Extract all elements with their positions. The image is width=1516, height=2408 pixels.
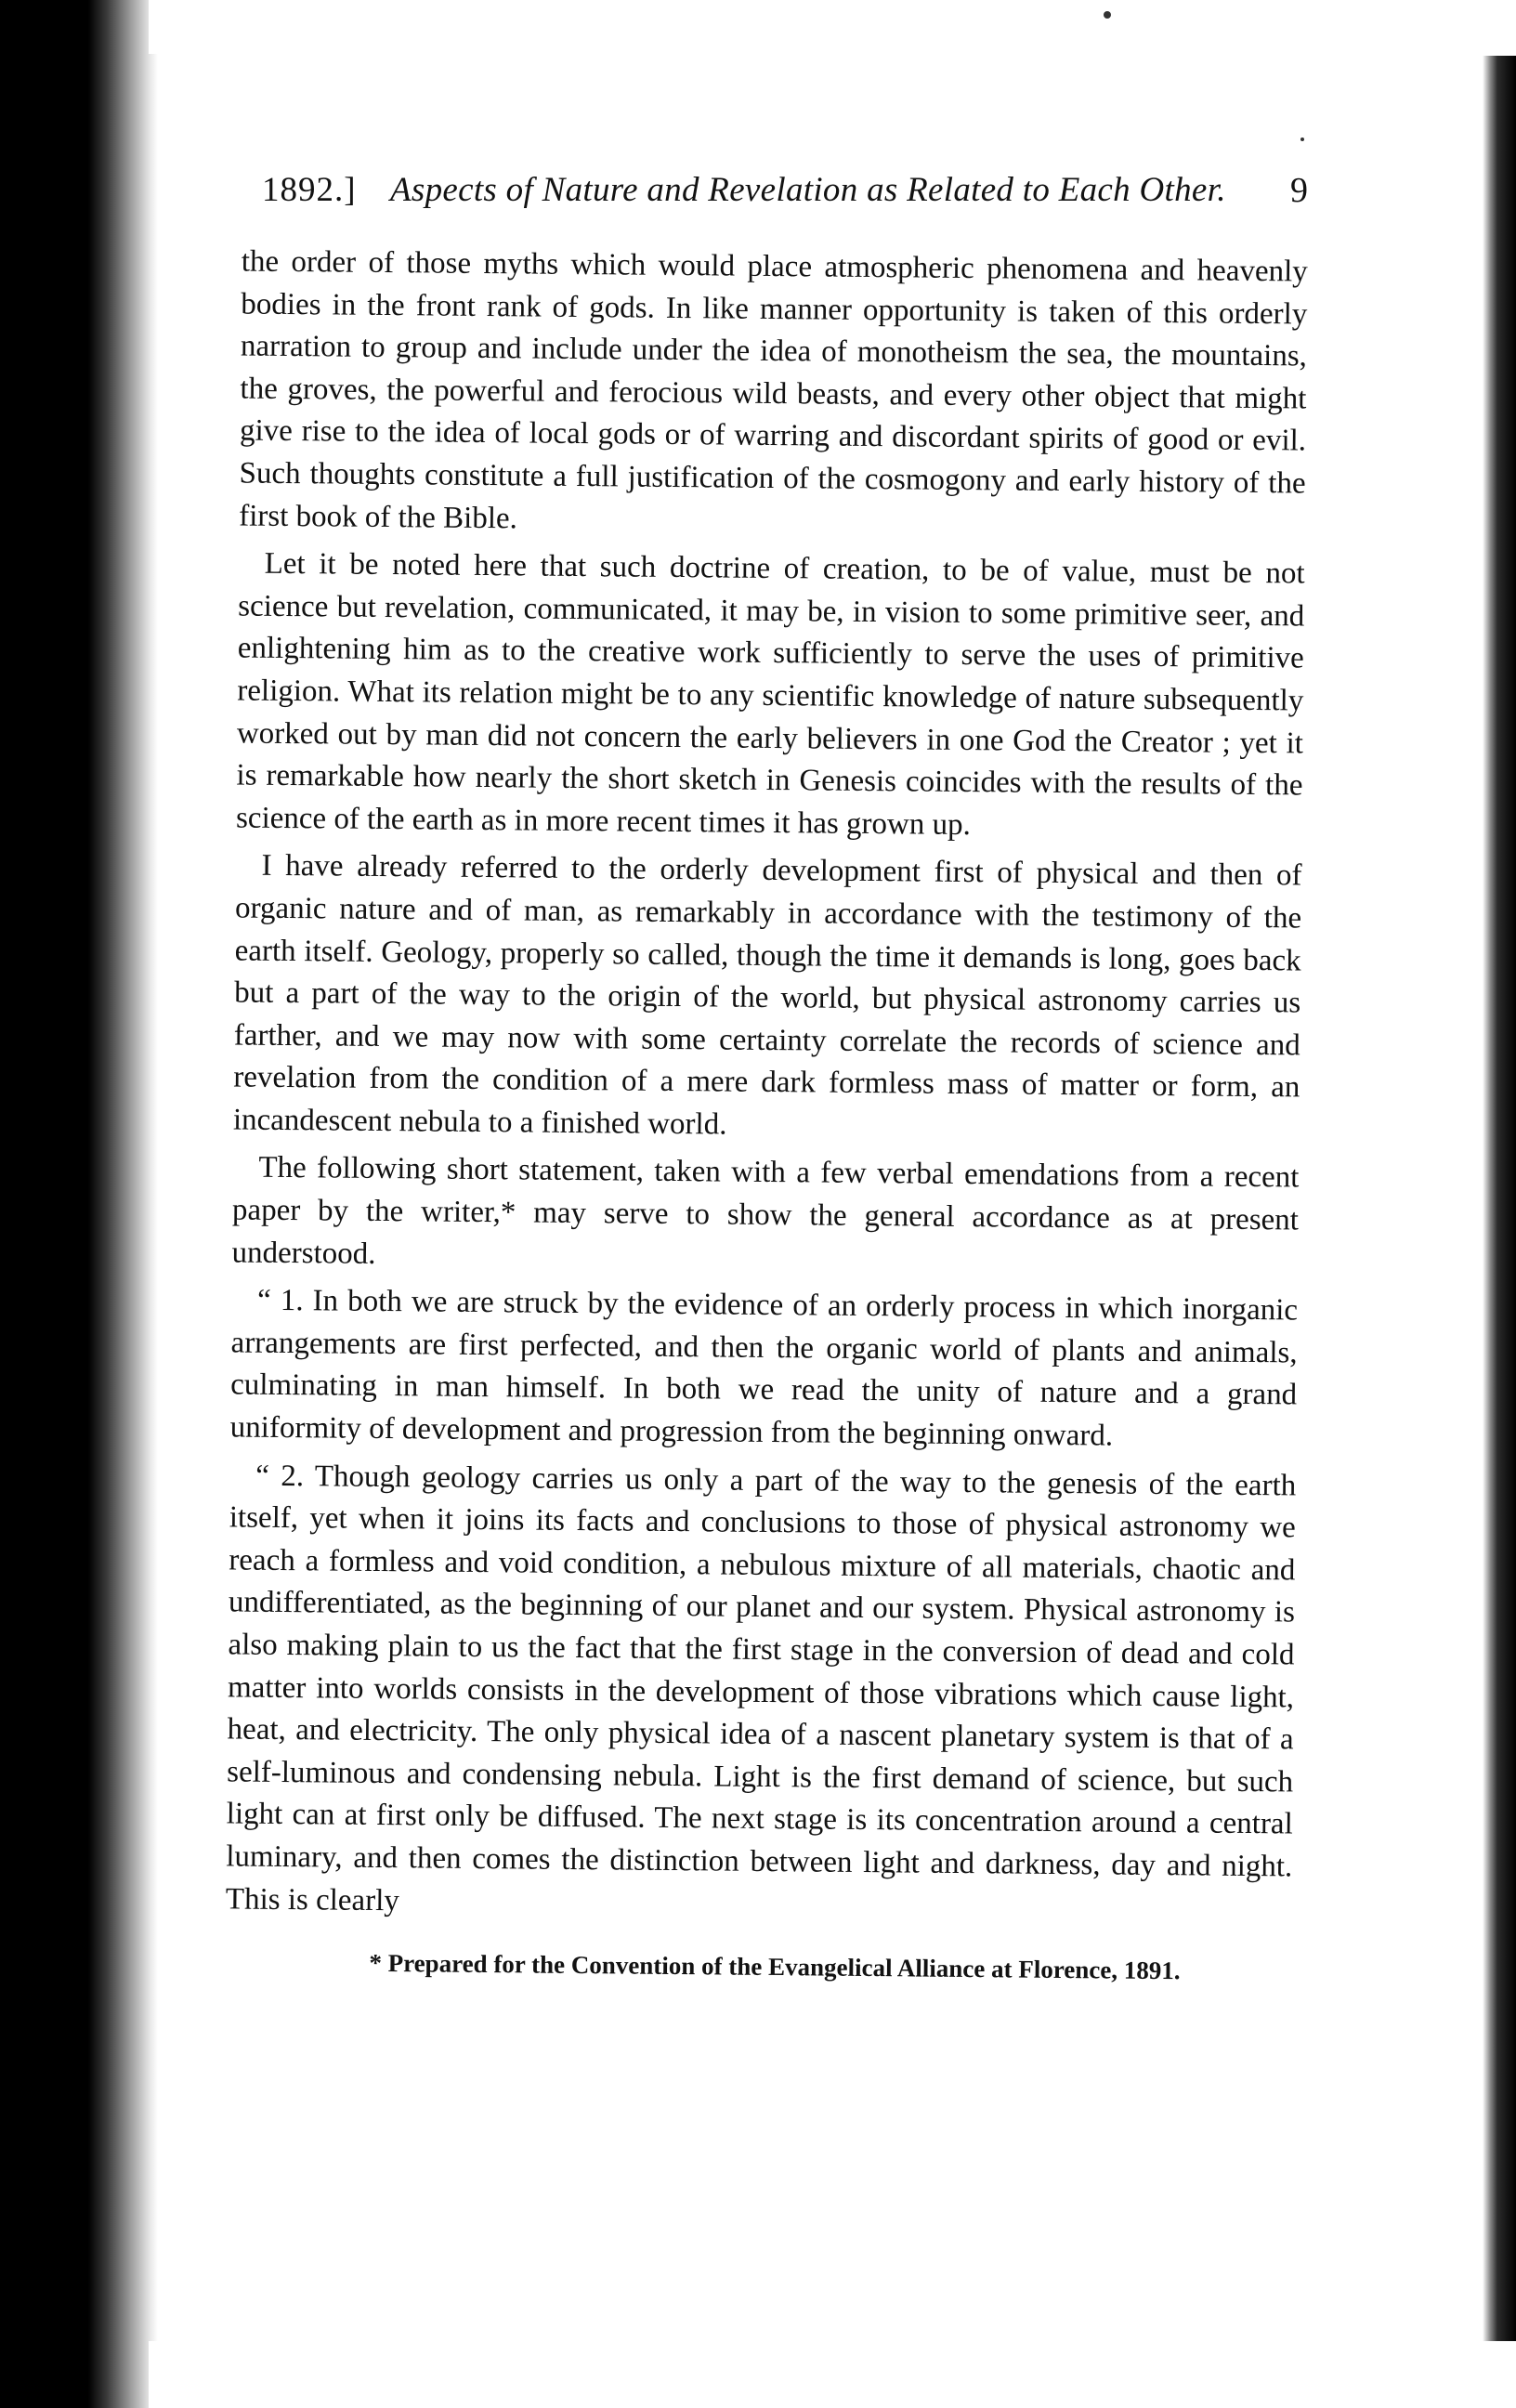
paragraph: I have already referred to the orderly development first of physical and then of organic nature and of man, as remarkably in accordance with the testimony of the earth itself. Geology, properly so called, though the time it demands is long, goes back but a part of the way to the origin of the world, but physical astronomy carries us farther, and we may now with some certainty correlate the records of science and revelation from the condition of a mere dark formless mass of matter or form, an incandescent nebula to a finished world.	[232, 849, 1302, 1142]
paragraph: “ 1. In both we are struck by the evidence of an orderly process in which inorganic arrangements are first perfected, and then the organic world of plants and animals, culminating in man himself. In both we read the unity of nature and a grand uniformity of development and progression from the beginning onward.	[229, 1283, 1299, 1453]
page-content	[225, 163, 1308, 1985]
scan-speck	[1300, 137, 1304, 141]
page-number: 9	[1290, 171, 1308, 210]
footnote: * Prepared for the Convention of the Evangelical Alliance at Florence, 1891.	[369, 1948, 1181, 1985]
running-header	[242, 163, 1308, 218]
header-year: 1892.]	[262, 171, 357, 209]
paragraph: the order of those myths which would place atmospheric phenomena and heavenly bodies in the front rank of gods. In like manner opportunity is taken of this orderly narration to group and include under the idea of monotheism the sea, the mountains, the groves, the powerful and ferocious wild beasts, and every other object that might give rise to the idea of local gods or of warring and discordant spirits of good or evil. Such thoughts constitute a full justification of the cosmogony and early history of the first book of the Bible.	[239, 244, 1308, 535]
page-right-edge-shadow	[1483, 56, 1516, 2408]
paragraph: Let it be noted here that such doctrine of creation, to be of value, must be not science but revelation, communicated, it may be, in vision to some primitive seer, and enlightening him as to the creative work sufficiently to serve the uses of primitive religion. What its relation might be to any scientific knowledge of nature subsequently worked out by man did not concern the early believers in one God the Creator ; yet it is remarkable how nearly the short sketch in Genesis coincides with the results of the science of the earth as in more recent times it has grown up.	[235, 546, 1305, 842]
body-text	[226, 241, 1308, 1930]
paragraph: The following short statement, taken with a few verbal emendations from a recent paper by the writer,* may serve to show the general accordance as at present understood.	[231, 1151, 1300, 1271]
page-top-margin	[149, 0, 1516, 54]
header-title: Aspects of Nature and Revelation as Related to Each Other.	[390, 171, 1226, 209]
page-bottom-margin	[149, 2341, 1516, 2408]
scan-speck	[1104, 11, 1111, 19]
paragraph: “ 2. Though geology carries us only a part of the way to the genesis of the earth itself, yet when it joins its facts and conclusions to those of physical astronomy we reach a formless and void condition, a nebulous mixture of all materials, chaotic and undifferentiated, as the beginning of our planet and our system. Physical astronomy is also making plain to us the fact that the first stage in the conversion of dead and cold matter into worlds consists in the development of those vibrations which cause light, heat, and electricity. The only physical idea of a nascent planetary system is that of a self-luminous and condensing nebula. Light is the first demand of science, but such light can at first only be diffused. The next stage is its concentration around a central luminary, and then comes the distinction between light and darkness, day and night. This is clearly	[225, 1459, 1297, 1917]
book-binding-shadow	[0, 0, 158, 2408]
